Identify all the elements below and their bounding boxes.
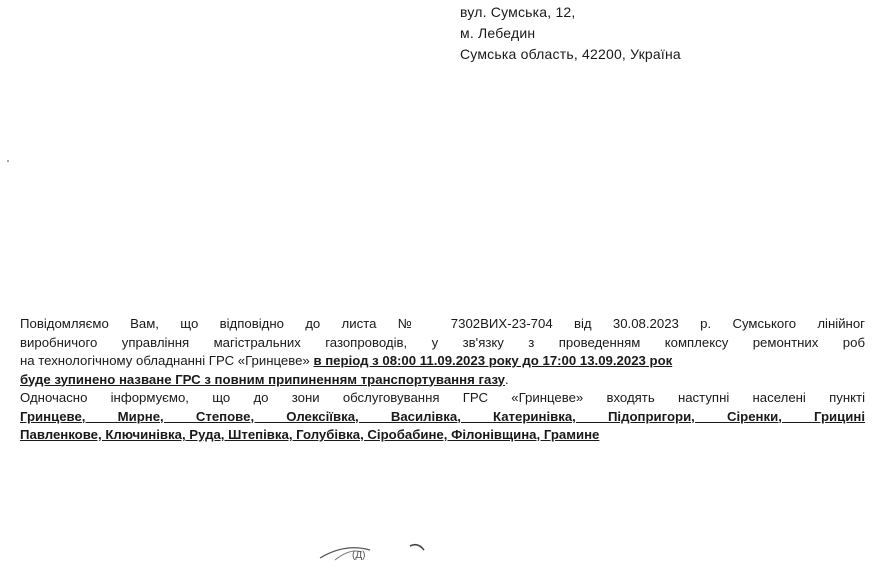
settlements-line-1: Гринцеве, Мирне, Степове, Олексіївка, Василівка, Катеринівка, Підопригори, Сіренки, Грицині — [20, 408, 865, 424]
notice-line-5: Одночасно інформуємо, що до зони обслуговування ГРС «Гринцеве» входять наступні населені пункті — [20, 390, 865, 405]
recipient-address — [460, 2, 681, 65]
outage-statement: буде зупинено назване ГРС з повним припиненням транспортування газу — [20, 371, 505, 387]
scan-speck — [7, 160, 9, 162]
notice-line-3-text: на технологічному обладнанні ГРС «Гринцеве» — [20, 353, 314, 368]
address-region: Сумська область, 42200, Україна — [460, 46, 681, 62]
notice-line-4-end: . — [505, 371, 509, 387]
notice-line-1: Повідомляємо Вам, що відповідно до листа № 7302ВИХ-23-704 від 30.08.2023 р. Сумського лінійног — [20, 316, 865, 331]
notice-line-4 — [20, 371, 865, 390]
notice-line-3 — [20, 352, 865, 371]
settlements-line-2: Павленкове, Ключинівка, Руда, Штепівка, Голубівка, Сіробабине, Філонівщина, Грамине — [20, 427, 600, 442]
address-city: м. Лебедин — [460, 25, 536, 41]
outage-period: в період з 08:00 11.09.2023 року до 17:00 13.09.2023 рок — [313, 353, 673, 368]
svg-text:(Д): (Д) — [352, 550, 366, 561]
notice-line-2: виробничого управління магістральних газопроводів, у зв'язку з проведенням комплексу ремонтних роб — [20, 334, 865, 350]
stamp-icon — [300, 538, 430, 578]
address-street: вул. Сумська, 12, — [460, 4, 576, 20]
notice-body — [20, 315, 865, 445]
